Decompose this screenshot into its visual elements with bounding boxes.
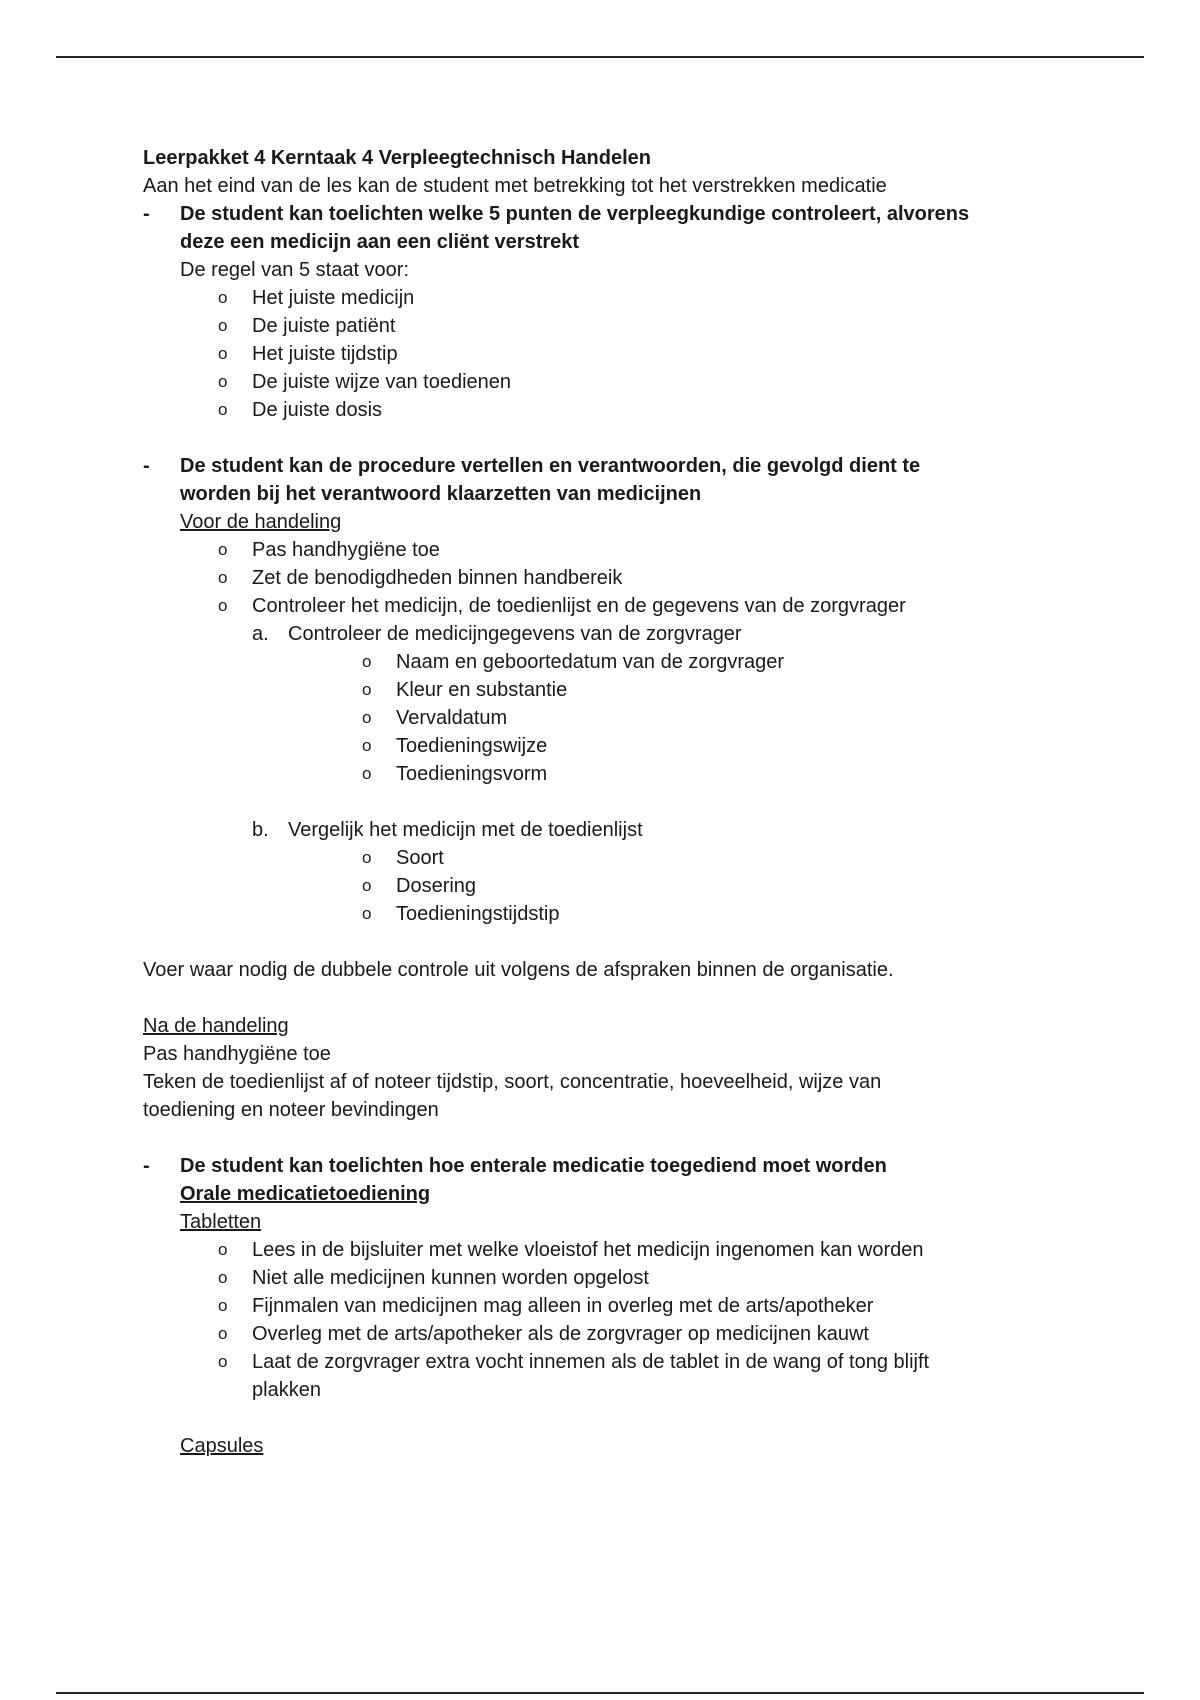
- document-body: [143, 144, 1103, 1460]
- before-procedure-list: [143, 536, 1103, 620]
- header-rule: [56, 56, 1144, 58]
- after-procedure-label: Na de handeling: [143, 1015, 289, 1037]
- document-title: Leerpakket 4 Kerntaak 4 Verpleegtechnisch Handelen: [143, 147, 651, 169]
- list-item: o Het juiste tijdstip: [218, 343, 398, 365]
- before-procedure-label: Voor de handeling: [180, 511, 342, 533]
- list-item: o Toedieningsvorm: [362, 763, 548, 785]
- section1-heading: - De student kan toelichten welke 5 punten de verpleegkundige controleert, alvorens deze een medicijn aan een cliënt verstrekt: [143, 203, 970, 253]
- list-item: o Zet de benodigdheden binnen handbereik: [218, 567, 623, 589]
- section1-lead: De regel van 5 staat voor:: [180, 259, 410, 281]
- sub-item-b: b. Vergelijk het medicijn met de toedienlijst: [252, 819, 643, 841]
- intro-text: Aan het eind van de les kan de student met betrekking tot het verstrekken medicatie: [143, 175, 887, 197]
- after-line-1: Pas handhygiëne toe: [143, 1043, 331, 1065]
- list-item: o Dosering: [362, 875, 477, 897]
- tablets-label: Tabletten: [180, 1211, 262, 1233]
- sub-b-list: [143, 844, 1103, 928]
- section3-heading: - De student kan toelichten hoe enterale medicatie toegediend moet worden Orale medicatietoediening: [143, 1152, 1103, 1208]
- list-item: o De juiste dosis: [218, 399, 383, 421]
- sub-a-list: [143, 648, 1103, 788]
- list-item: o Controleer het medicijn, de toedienlijst en de gegevens van de zorgvrager: [218, 595, 906, 617]
- sub-item-a: a. Controleer de medicijngegevens van de zorgvrager: [252, 623, 742, 645]
- tablets-list: [143, 1236, 1103, 1404]
- list-item: o Overleg met de arts/apotheker als de zorgvrager op medicijnen kauwt: [218, 1323, 869, 1345]
- section2-heading: - De student kan de procedure vertellen en verantwoorden, die gevolgd dient te worden bij het verantwoord klaarzetten van medicijnen: [143, 455, 921, 505]
- capsules-label: Capsules: [180, 1435, 264, 1457]
- list-item: o Soort: [362, 847, 444, 869]
- list-item: o De juiste wijze van toedienen: [218, 371, 512, 393]
- list-item: o Laat de zorgvrager extra vocht innemen als de tablet in de wang of tong blijft plakken: [218, 1351, 930, 1401]
- section1-list: [143, 284, 1103, 424]
- list-item: o Pas handhygiëne toe: [218, 539, 440, 561]
- after-line-3: toediening en noteer bevindingen: [143, 1099, 439, 1121]
- list-item: o Niet alle medicijnen kunnen worden opgelost: [218, 1267, 649, 1289]
- list-item: o Het juiste medicijn: [218, 287, 415, 309]
- list-item: o Lees in de bijsluiter met welke vloeistof het medicijn ingenomen kan worden: [218, 1239, 924, 1261]
- list-item: o Vervaldatum: [362, 707, 508, 729]
- oral-medication-subheading: Orale medicatietoediening: [180, 1183, 431, 1205]
- double-check-text: Voer waar nodig de dubbele controle uit volgens de afspraken binnen de organisatie.: [143, 959, 894, 981]
- list-item: o Kleur en substantie: [362, 679, 568, 701]
- list-item: o Fijnmalen van medicijnen mag alleen in overleg met de arts/apotheker: [218, 1295, 874, 1317]
- list-item: o Toedieningstijdstip: [362, 903, 560, 925]
- list-item: o Naam en geboortedatum van de zorgvrager: [362, 651, 785, 673]
- list-item: o Toedieningswijze: [362, 735, 548, 757]
- footer-rule: [56, 1692, 1144, 1694]
- list-item: o De juiste patiënt: [218, 315, 396, 337]
- after-line-2: Teken de toedienlijst af of noteer tijdstip, soort, concentratie, hoeveelheid, wijze van: [143, 1071, 882, 1093]
